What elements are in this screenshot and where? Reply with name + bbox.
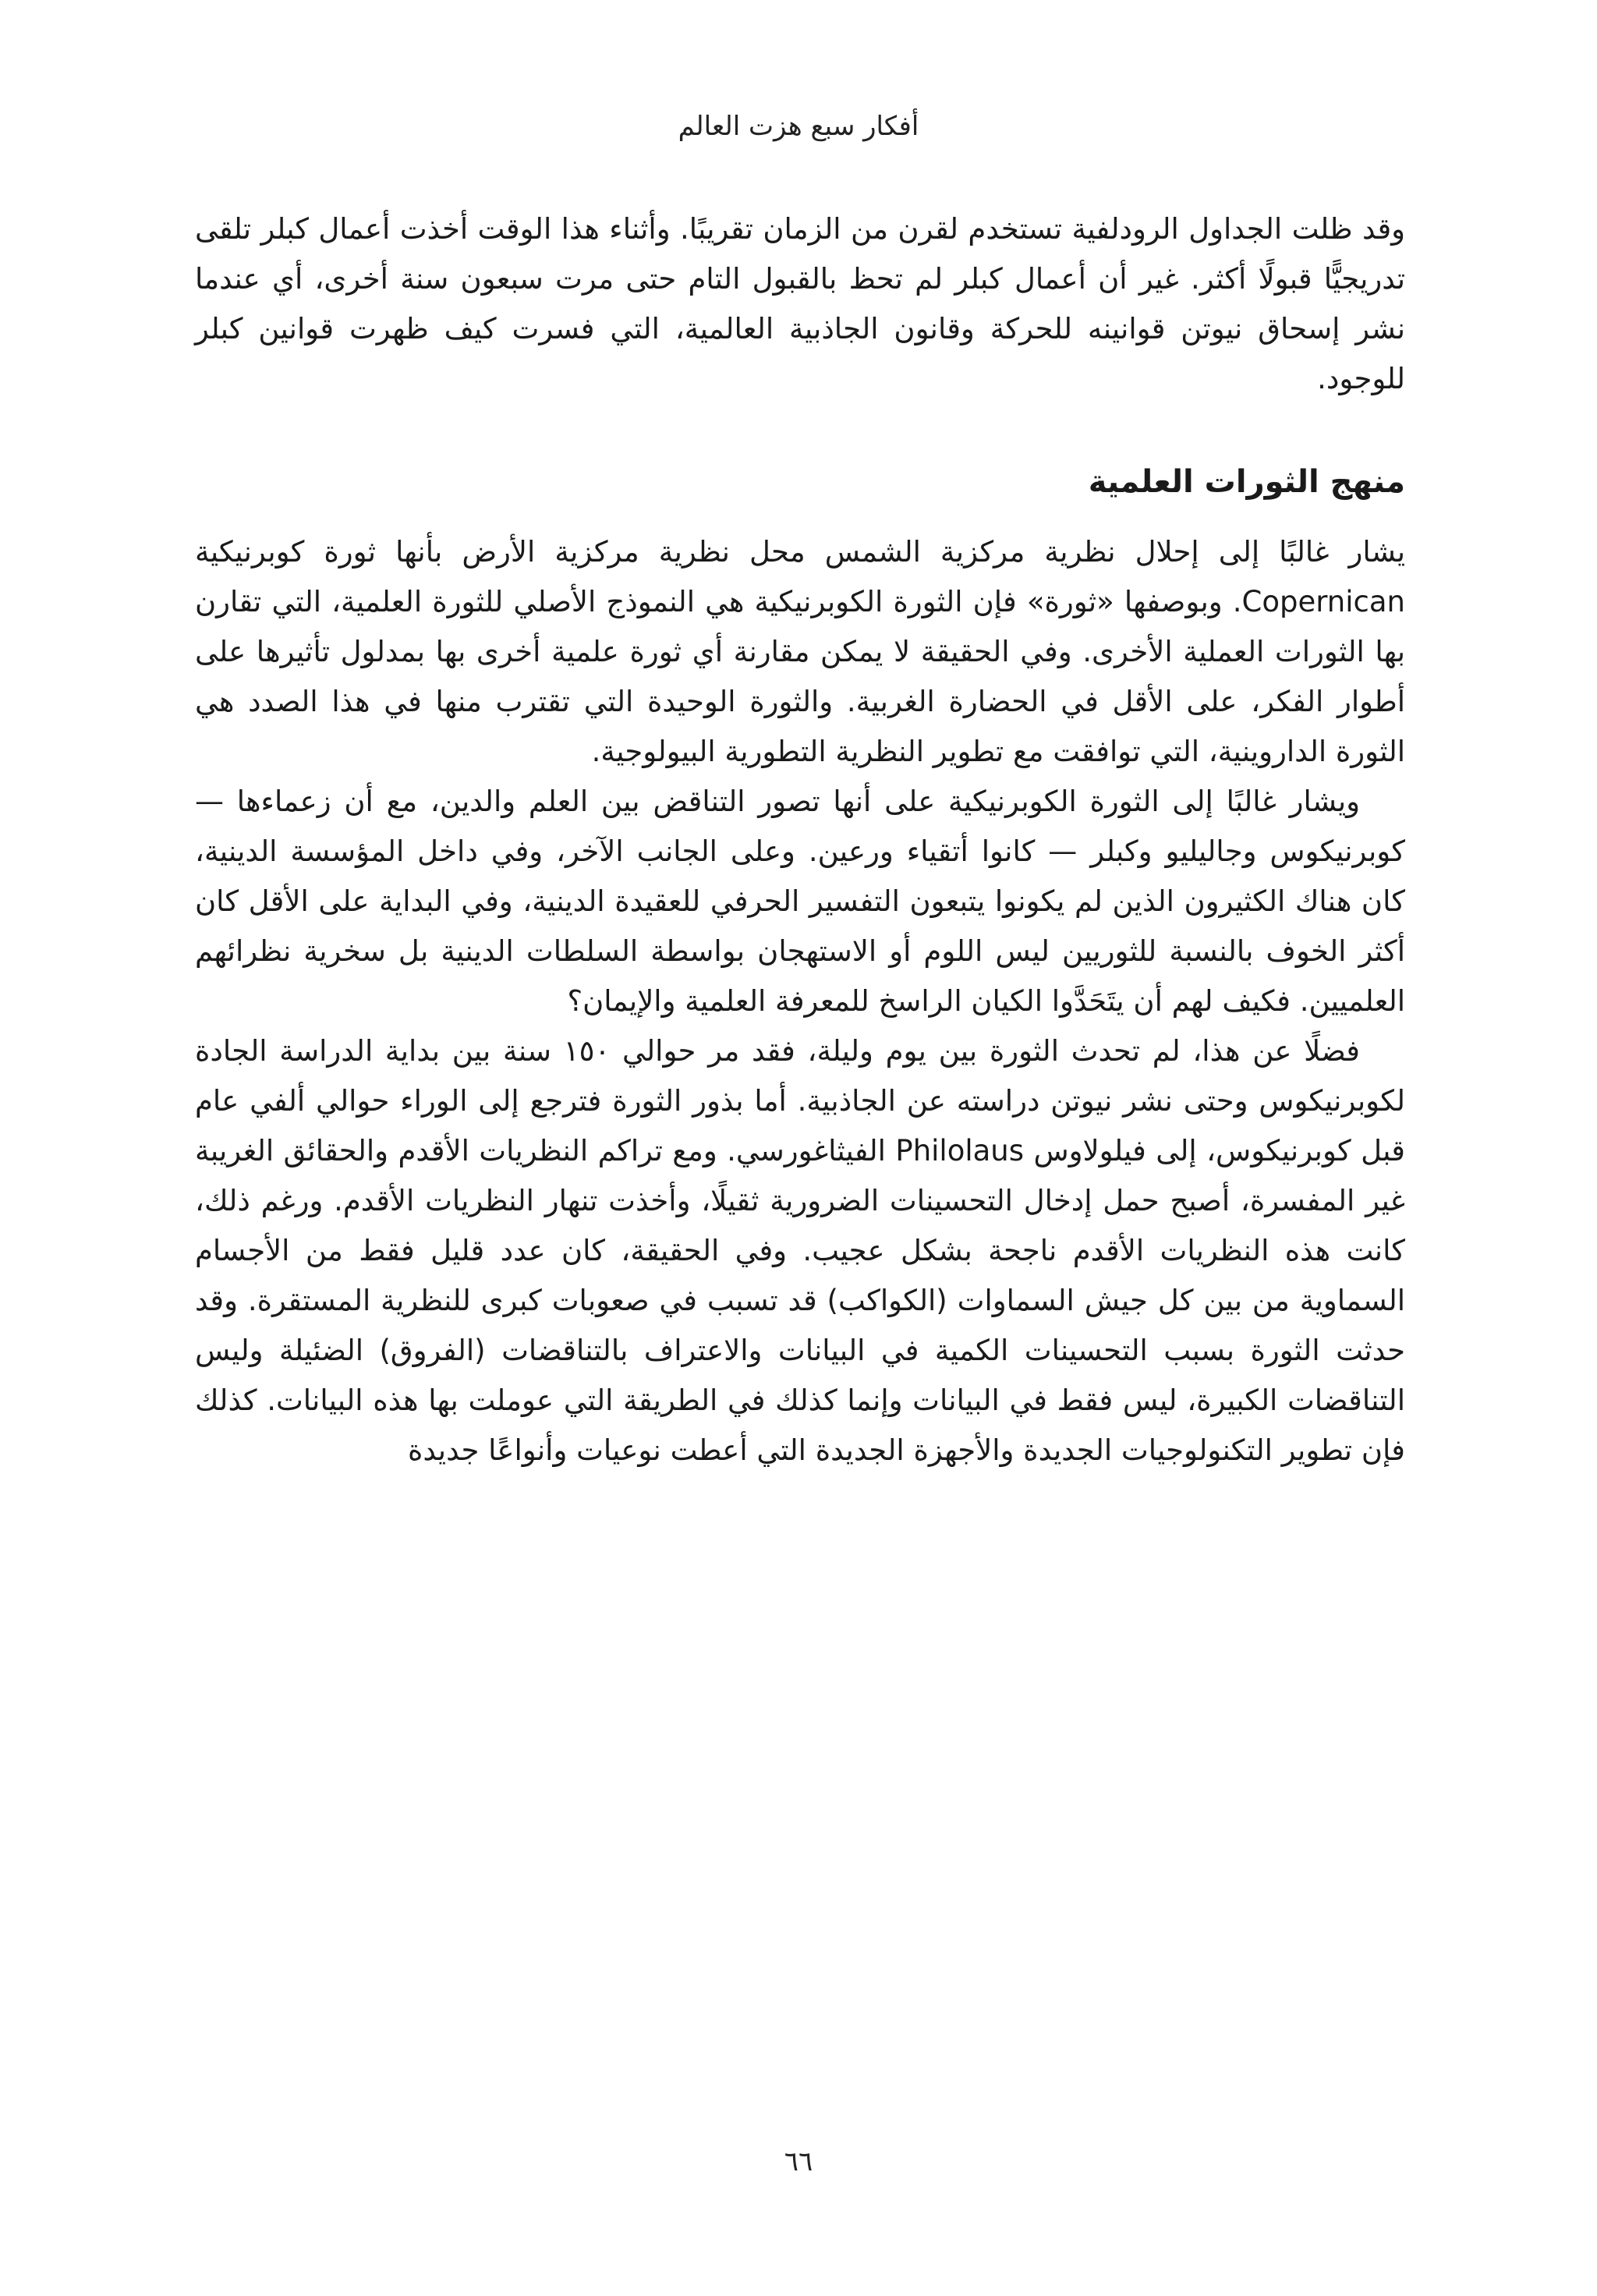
body-text — [195, 204, 1405, 1476]
page-number: ٦٦ — [784, 2146, 813, 2177]
section-heading: منهج الثورات العلمية — [1088, 464, 1405, 500]
paragraph-2: يشار غالبًا إلى إحلال نظرية مركزية الشمس محل نظرية مركزية الأرض بأنها ثورة كوبرنيكية Copernican. وبوصفها «ثورة» فإن الثورة الكوبرنيكية هي النموذج الأصلي للثورة العلمية، التي تقارن بها الثورات العملية الأخرى. وفي الحقيقة لا يمكن مقارنة أي ثورة علمية أخرى بها بمدلول تأثيرها على أطوار الفكر، على الأقل في الحضارة الغربية. والثورة الوحيدة التي تقترب منها في هذا الصدد هي الثورة الداروينية، التي توافقت مع تطوير النظرية التطورية البيولوجية. — [195, 535, 1405, 768]
paragraph-3: ويشار غالبًا إلى الثورة الكوبرنيكية على أنها تصور التناقض بين العلم والدين، مع أن زعماءها — كوبرنيكوس وجاليليو وكبلر — كانوا أتقياء ورعين. وعلى الجانب الآخر، وفي داخل المؤسسة الدينية، كان هناك الكثيرون الذين لم يكونوا يتبعون التفسير الحرفي للعقيدة الدينية، وفي البداية على الأقل كان أكثر الخوف بالنسبة للثوريين ليس اللوم أو الاستهجان بواسطة السلطات الدينية بل سخرية نظرائهم العلميين. فكيف لهم أن يتَحَدَّوا الكيان الراسخ للمعرفة العلمية والإيمان؟ — [195, 785, 1405, 1018]
running-header: أفكار سبع هزت العالم — [678, 111, 919, 142]
paragraph-1: وقد ظلت الجداول الرودلفية تستخدم لقرن من الزمان تقريبًا. وأثناء هذا الوقت أخذت أعمال كبلر تلقى تدريجيًّا قبولًا أكثر. غير أن أعمال كبلر لم تحظ بالقبول التام حتى مرت سبعون سنة أخرى، أي عندما نشر إسحاق نيوتن قوانينه للحركة وقانون الجاذبية العالمية، التي فسرت كيف ظهرت قوانين كبلر للوجود. — [195, 212, 1405, 395]
paragraph-4: فضلًا عن هذا، لم تحدث الثورة بين يوم وليلة، فقد مر حوالي ١٥٠ سنة بين بداية الدراسة الجادة لكوبرنيكوس وحتى نشر نيوتن دراسته عن الجاذبية. أما بذور الثورة فترجع إلى الوراء حوالي ألفي عام قبل كوبرنيكوس، إلى فيلولاوس Philolaus الفيثاغورسي. ومع تراكم النظريات الأقدم والحقائق الغريبة غير المفسرة، أصبح حمل إدخال التحسينات الضرورية ثقيلًا، وأخذت تنهار النظريات الأقدم. ورغم ذلك، كانت هذه النظريات الأقدم ناجحة بشكل عجيب. وفي الحقيقة، كان عدد قليل فقط من الأجسام السماوية من بين كل جيش السماوات (الكواكب) قد تسبب في صعوبات كبرى للنظرية المستقرة. وقد حدثت الثورة بسبب التحسينات الكمية في البيانات والاعتراف بالتناقضات (الفروق) الضئيلة وليس التناقضات الكبيرة، ليس فقط في البيانات وإنما كذلك في الطريقة التي عوملت بها هذه البيانات. كذلك فإن تطوير التكنولوجيات الجديدة والأجهزة الجديدة التي أعطت نوعيات وأنواعًا جديدة — [195, 1034, 1405, 1467]
